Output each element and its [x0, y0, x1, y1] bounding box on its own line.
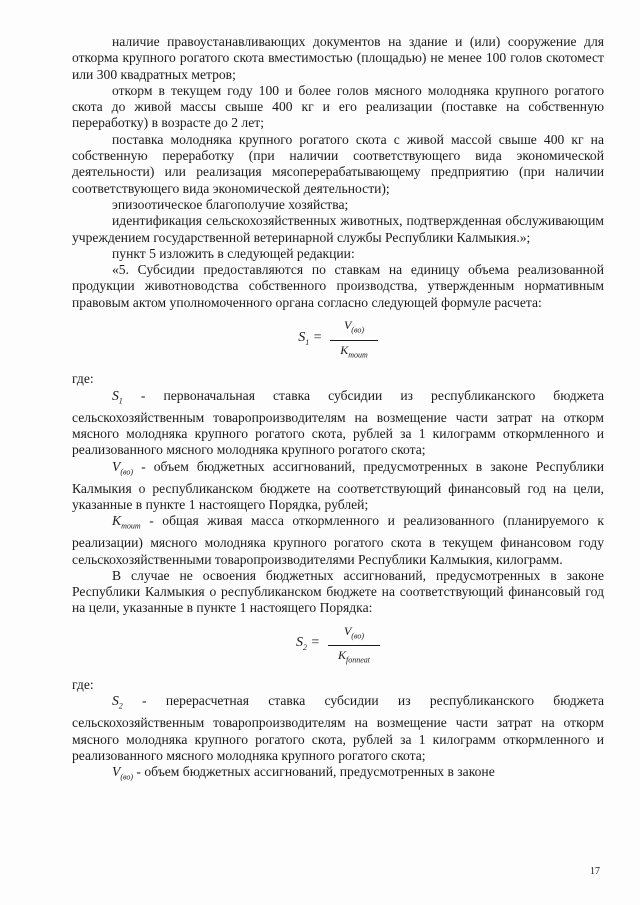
- paragraph-epizootic: эпизоотическое благополучие хозяйства;: [112, 196, 349, 212]
- definition-v2: $V_{(во)}$ - объем бюджетных ассигнований, предусмотренных в законе: [112, 764, 495, 783]
- definition-v: $V_{(во)}$ - объем бюджетных ассигнований, предусмотренных в законе Республики Калмыкия о республиканском бюджете на соответствующий финансовый год на цели, указанные в пункте 1 настоящего Порядка, рублей;: [72, 458, 604, 512]
- definition-k: $K_{тоит}$ - общая живая масса откормленного и реализованного (планируемого к реализации) мясного молодняка крупного рогатого скота в текущем финансовом году сельскохозяйственными товаропроизводителями Республики Калмыкия, килограмм.: [72, 513, 604, 567]
- formula-s2-numerator: $V_{(во)}$: [343, 623, 364, 641]
- definition-s2: $S_2$ - перерасчетная ставка субсидии из республиканского бюджета сельскохозяйственным товаропроизводителям на возмещение части затрат на откорм мясного молодняка крупного рогатого скота, рублей за 1 килограмм откормленного и реализованного мясного молодняка крупного рогатого скота;: [72, 693, 604, 764]
- paragraph-ownership-docs: наличие правоустанавливающих документов на здание и (или) сооружение для откорма крупного рогатого скота вместимостью (площадью) не менее 100 голов скотомест или 300 квадратных метров;: [72, 34, 604, 82]
- formula-s2-fraction: [328, 623, 380, 669]
- paragraph-identification: идентификация сельскохозяйственных животных, подтвержденная обслуживающим учреждением государственной ветеринарной службы Республики Калмыкия.»;: [72, 213, 604, 245]
- formula-s1-lhs: $S_1$ =: [298, 329, 323, 347]
- paragraph-item5-text: «5. Субсидии предоставляются по ставкам на единицу объема реализованной продукции животноводства собственного производства, утвержденным нормативным правовым актом уполномоченного органа согласно следующей формуле расчета:: [72, 262, 604, 310]
- formula-s2-denominator: $K_{fonneat}$: [328, 645, 380, 669]
- paragraph-recalculation: В случае не освоения бюджетных ассигнований, предусмотренных в законе Республики Калмыкия о республиканском бюджете на соответствующий финансовый год на цели, указанные в пункте 1 настоящего Порядка:: [72, 567, 604, 616]
- paragraph-supply: поставка молодняка крупного рогатого скота с живой массой свыше 400 кг на собственную переработку (при наличии соответствующего вида экономической деятельности) или реализация мясоперерабатывающему предприятию (при наличии соответствующего вида экономической деятельности);: [72, 131, 604, 196]
- formula-s1-denominator: $K_{тоит}$: [330, 340, 378, 364]
- formula-s1-numerator: $V_{(во)}$: [343, 318, 364, 335]
- where-label-2: где:: [72, 677, 94, 693]
- formula-s1-fraction: [330, 317, 378, 363]
- page-number: 17: [590, 866, 600, 877]
- definition-s1: $S_1$ - первоначальная ставка субсидии из республиканского бюджета сельскохозяйственным товаропроизводителям на возмещение части затрат на откорм мясного молодняка крупного рогатого скота, рублей за 1 килограмм откормленного и реализованного мясного молодняка крупного рогатого скота;: [72, 387, 604, 458]
- paragraph-fattening: откорм в текущем году 100 и более голов мясного молодняка крупного рогатого скота до живой массы свыше 400 кг и его реализации (поставке на собственную переработку) в возрасте до 2 лет;: [72, 82, 604, 131]
- document-body: [72, 34, 604, 786]
- formula-s2: [72, 623, 604, 669]
- formula-s2-lhs: $S_2$ =: [296, 635, 320, 653]
- paragraph-item5-intro: пункт 5 изложить в следующей редакции:: [112, 245, 355, 261]
- formula-s1: [72, 317, 604, 363]
- where-label-1: где:: [72, 371, 94, 387]
